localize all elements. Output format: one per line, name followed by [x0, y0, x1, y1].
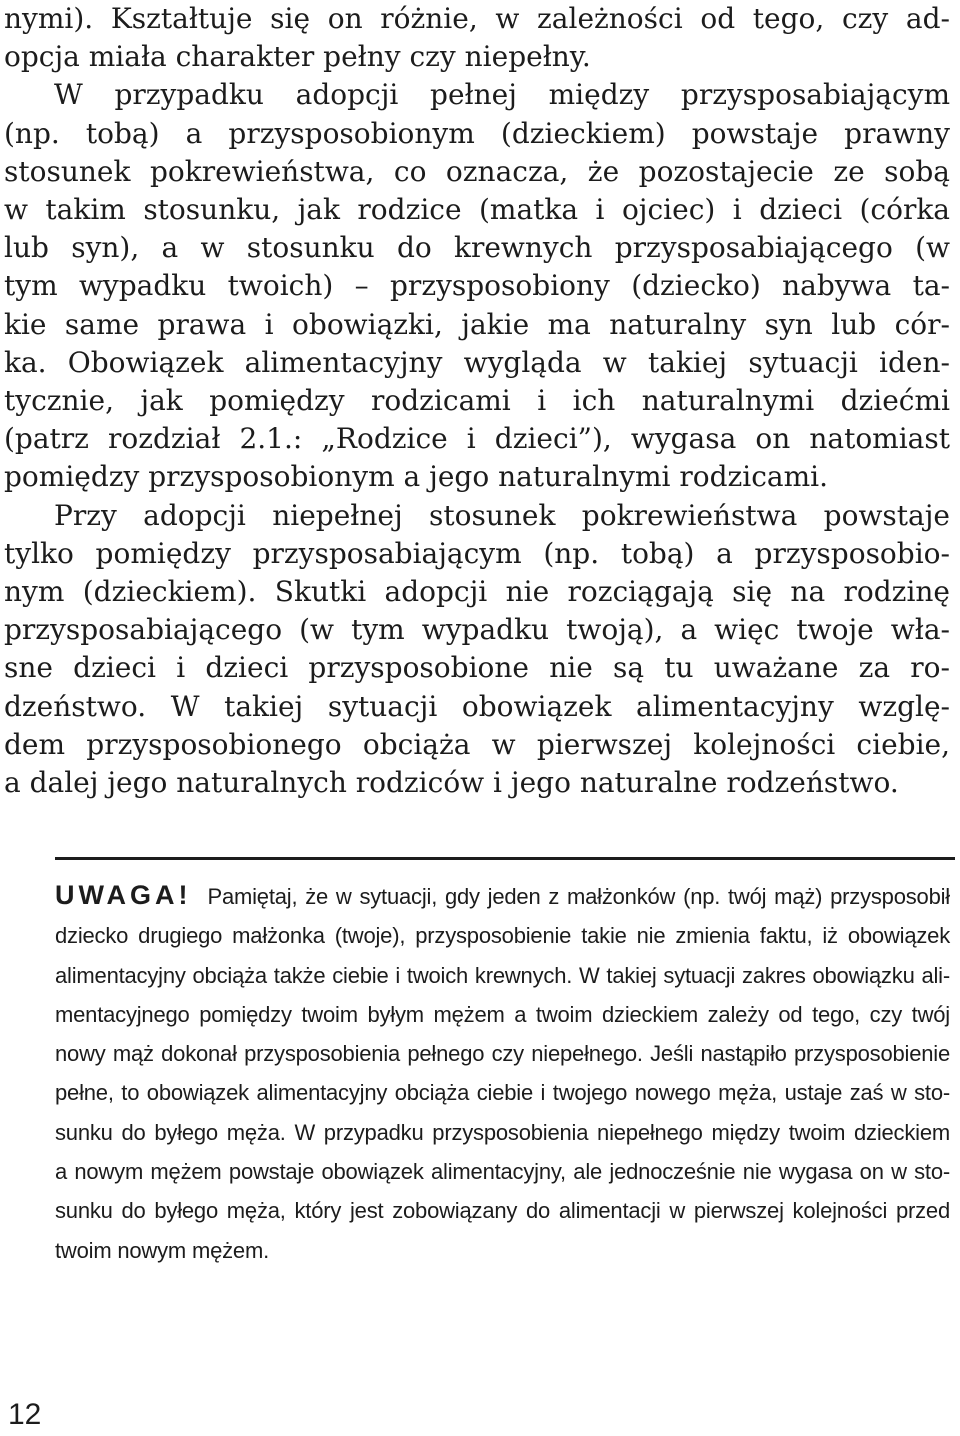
note-line: a nowym mężem powstaje obowiązek alimentacyjny, ale jednocześnie nie wygasa on w sto-: [55, 1159, 950, 1185]
page-number: 12: [8, 1398, 42, 1431]
body-line: sne dzieci i dzieci przysposobione nie są tu uważane za ro-: [4, 651, 950, 685]
body-line: Przy adopcji niepełnej stosunek pokrewieństwa powstaje: [54, 498, 950, 532]
body-line: tym wypadku twoich) – przysposobiony (dziecko) nabywa ta-: [4, 269, 950, 303]
note-line: [55, 876, 950, 916]
warning-note: [55, 876, 950, 1270]
body-line: a dalej jego naturalnych rodziców i jego naturalne rodzeństwo.: [4, 766, 899, 800]
body-line: dem przysposobionego obciąża w pierwszej kolejności ciebie,: [4, 727, 950, 761]
body-line: pomiędzy przysposobionym a jego naturalnymi rodzicami.: [4, 460, 829, 494]
note-line: pełne, to obowiązek alimentacyjny obciąża ciebie i twojego nowego męża, ustaje zaś w sto-: [55, 1080, 950, 1106]
body-line: W przypadku adopcji pełnej między przysposabiającym: [54, 78, 950, 112]
body-text: [4, 0, 950, 802]
body-line: dzeństwo. W takiej sytuacji obowiązek alimentacyjny wzglę-: [4, 689, 950, 723]
body-line: stosunek pokrewieństwa, co oznacza, że pozostajecie ze sobą: [4, 154, 950, 188]
body-line: (patrz rozdział 2.1.: „Rodzice i dzieci”), wygasa on natomiast: [4, 422, 950, 456]
body-line: lub syn), a w stosunku do krewnych przysposabiającego (w: [4, 231, 950, 265]
note-line: twoim nowym mężem.: [55, 1237, 269, 1263]
body-line: opcja miała charakter pełny czy niepełny.: [4, 40, 591, 74]
note-line: dziecko drugiego małżonka (twoje), przysposobienie takie nie zmienia faktu, iż obowiązek: [55, 923, 950, 949]
note-divider: [55, 857, 955, 860]
body-line: tylko pomiędzy przysposabiającym (np. tobą) a przysposobio-: [4, 536, 950, 570]
body-line: kie same prawa i obowiązki, jakie ma naturalny syn lub cór-: [4, 307, 950, 341]
body-line: w takim stosunku, jak rodzice (matka i ojciec) i dzieci (córka: [4, 193, 950, 227]
body-line: (np. tobą) a przysposobionym (dzieckiem) powstaje prawny: [4, 116, 950, 150]
body-line: nym (dzieckiem). Skutki adopcji nie rozciągają się na rodzinę: [4, 575, 950, 609]
note-line: alimentacyjny obciąża także ciebie i twoich krewnych. W takiej sytuacji zakres obowiązku ali-: [55, 962, 950, 988]
body-line: przysposabiającego (w tym wypadku twoją), a więc twoje wła-: [4, 613, 950, 647]
note-label: UWAGA!: [55, 880, 192, 910]
body-line: ka. Obowiązek alimentacyjny wygląda w takiej sytuacji iden-: [4, 345, 950, 379]
body-line: nymi). Kształtuje się on różnie, w zależności od tego, czy ad-: [4, 2, 950, 35]
body-line: tycznie, jak pomiędzy rodzicami i ich naturalnymi dziećmi: [4, 384, 950, 418]
note-line: sunku do byłego męża, który jest zobowiązany do alimentacji w pierwszej kolejności przed: [55, 1198, 950, 1224]
note-line: mentacyjnego pomiędzy twoim byłym mężem a twoim dzieckiem zależy od tego, czy twój: [55, 1001, 950, 1027]
note-line: nowy mąż dokonał przysposobienia pełnego czy niepełnego. Jeśli nastąpiło przysposobienie: [55, 1041, 950, 1067]
note-text: Pamiętaj, że w sytuacji, gdy jeden z małżonków (np. twój mąż) przysposobił: [207, 884, 950, 909]
note-line: sunku do byłego męża. W przypadku przysposobienia niepełnego między twoim dzieckiem: [55, 1119, 950, 1145]
